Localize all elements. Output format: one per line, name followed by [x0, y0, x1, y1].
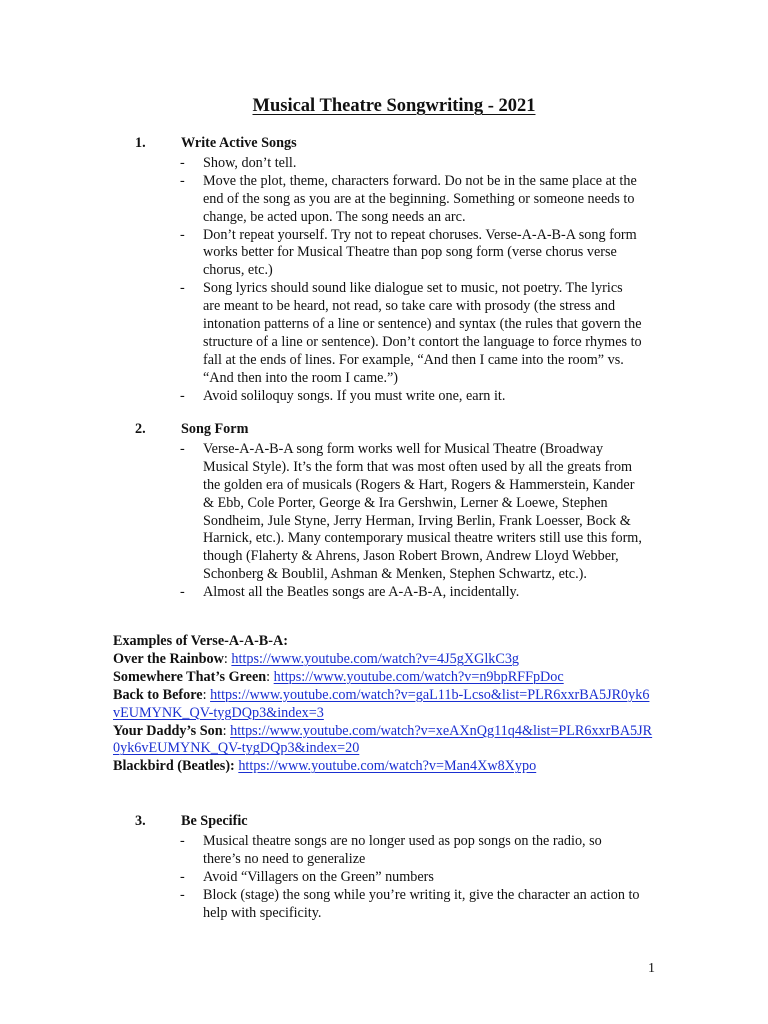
- list-item: [113, 280, 673, 387]
- dash-bullet: -: [180, 440, 185, 457]
- section-song-form: [113, 421, 673, 602]
- list-item: [113, 887, 673, 923]
- bullet-text: Song lyrics should sound like dialogue set to music, not poetry. The lyrics are meant to be heard, not read, so take care with prosody (the stress and intonation patterns of a line or sentence) and syntax (the rules that govern the structure of a line or sentence). Don’t contort the language to force rhymes to fall at the ends of lines. For example, “And then I came into the room” vs. “And then into the room I came.”): [203, 280, 642, 386]
- bullet-list: [113, 441, 673, 602]
- list-item: [113, 388, 673, 406]
- dash-bullet: -: [180, 154, 185, 171]
- example-link[interactable]: https://www.youtube.com/watch?v=n9bpRFFpDoc: [273, 668, 564, 685]
- example-song-name: Over the Rainbow: [113, 650, 224, 667]
- section-write-active-songs: [113, 135, 673, 406]
- example-song-name: Your Daddy’s Son: [113, 722, 223, 739]
- example-separator: :: [202, 686, 211, 703]
- dash-bullet: -: [180, 280, 185, 297]
- list-item: [113, 173, 673, 227]
- dash-bullet: -: [180, 172, 185, 189]
- bullet-text: Avoid “Villagers on the Green” numbers: [203, 868, 434, 885]
- example-separator: :: [222, 722, 231, 739]
- section-heading: [113, 421, 673, 439]
- example-item: [113, 687, 653, 723]
- bullet-list: [113, 155, 673, 406]
- example-separator: :: [266, 668, 274, 685]
- examples-block: [113, 633, 653, 776]
- section-title: Write Active Songs: [181, 135, 297, 151]
- example-song-name: Somewhere That’s Green: [113, 668, 267, 685]
- section-number: 1.: [135, 135, 146, 151]
- bullet-text: Don’t repeat yourself. Try not to repeat choruses. Verse-A-A-B-A song form works better for Musical Theatre than pop song form (verse chorus verse chorus, etc.): [203, 226, 637, 279]
- list-item: [113, 441, 673, 584]
- example-song-name: Blackbird (Beatles):: [113, 758, 235, 775]
- section-number: 2.: [135, 421, 146, 437]
- bullet-text: Block (stage) the song while you’re writing it, give the character an action to help with specificity.: [203, 886, 640, 921]
- example-song-name: Back to Before: [113, 686, 203, 703]
- bullet-text: Musical theatre songs are no longer used as pop songs on the radio, so there’s no need to generalize: [203, 832, 602, 867]
- example-link[interactable]: https://www.youtube.com/watch?v=xeAXnQg11q4&list=PLR6xxrBA5JR0yk6vEUMYNK_QV-tygDQp3&index=20: [113, 722, 653, 757]
- bullet-text: Verse-A-A-B-A song form works well for Musical Theatre (Broadway Musical Style). It’s the form that was most often used by all the greats from the golden era of musicals (Rogers & Hart, Rogers & Hammerstein, Kander & Ebb, Cole Porter, George & Ira Gershwin, Lerner & Loewe, Stephen Sondheim, Jule Styne, Jerry Herman, Irving Berlin, Frank Loesser, Bock & Harnick, etc.). Many contemporary musical theatre writers still use this form, though (Flaherty & Ahrens, Jason Robert Brown, Andrew Lloyd Webber, Schonberg & Boublil, Ashman & Menken, Stephen Schwartz, etc.).: [203, 440, 642, 583]
- examples-heading: Examples of Verse-A-A-B-A:: [113, 633, 288, 649]
- example-item: [113, 669, 653, 687]
- dash-bullet: -: [180, 886, 185, 903]
- example-link[interactable]: https://www.youtube.com/watch?v=Man4Xw8Xypo: [238, 758, 537, 775]
- page-title: Musical Theatre Songwriting - 2021: [252, 96, 536, 116]
- dash-bullet: -: [180, 584, 185, 601]
- section-title: Song Form: [181, 421, 249, 437]
- dash-bullet: -: [180, 226, 185, 243]
- list-item: [113, 833, 673, 869]
- example-separator: :: [223, 650, 232, 667]
- example-item: [113, 651, 653, 669]
- bullet-list: [113, 833, 673, 923]
- dash-bullet: -: [180, 832, 185, 849]
- bullet-text: Avoid soliloquy songs. If you must write one, earn it.: [203, 387, 506, 404]
- bullet-text: Move the plot, theme, characters forward. Do not be in the same place at the end of the song as you are at the beginning. Something or someone needs to change, be acted upon. The song needs an arc.: [203, 172, 637, 225]
- example-link[interactable]: https://www.youtube.com/watch?v=4J5gXGlkC3g: [231, 650, 520, 667]
- page-number: 1: [648, 961, 655, 976]
- list-item: [113, 584, 673, 602]
- section-heading: [113, 135, 673, 153]
- section-heading: [113, 813, 673, 831]
- list-item: [113, 155, 673, 173]
- section-number: 3.: [135, 813, 146, 829]
- dash-bullet: -: [180, 387, 185, 404]
- example-item: [113, 758, 653, 776]
- dash-bullet: -: [180, 868, 185, 885]
- list-item: [113, 227, 673, 281]
- section-be-specific: [113, 813, 673, 922]
- section-title: Be Specific: [181, 813, 248, 829]
- example-item: [113, 723, 653, 759]
- bullet-text: Show, don’t tell.: [203, 154, 297, 171]
- example-link[interactable]: https://www.youtube.com/watch?v=gaL11b-Lcso&list=PLR6xxrBA5JR0yk6vEUMYNK_QV-tygDQp3&index=3: [113, 686, 650, 721]
- bullet-text: Almost all the Beatles songs are A-A-B-A, incidentally.: [203, 584, 520, 601]
- list-item: [113, 869, 673, 887]
